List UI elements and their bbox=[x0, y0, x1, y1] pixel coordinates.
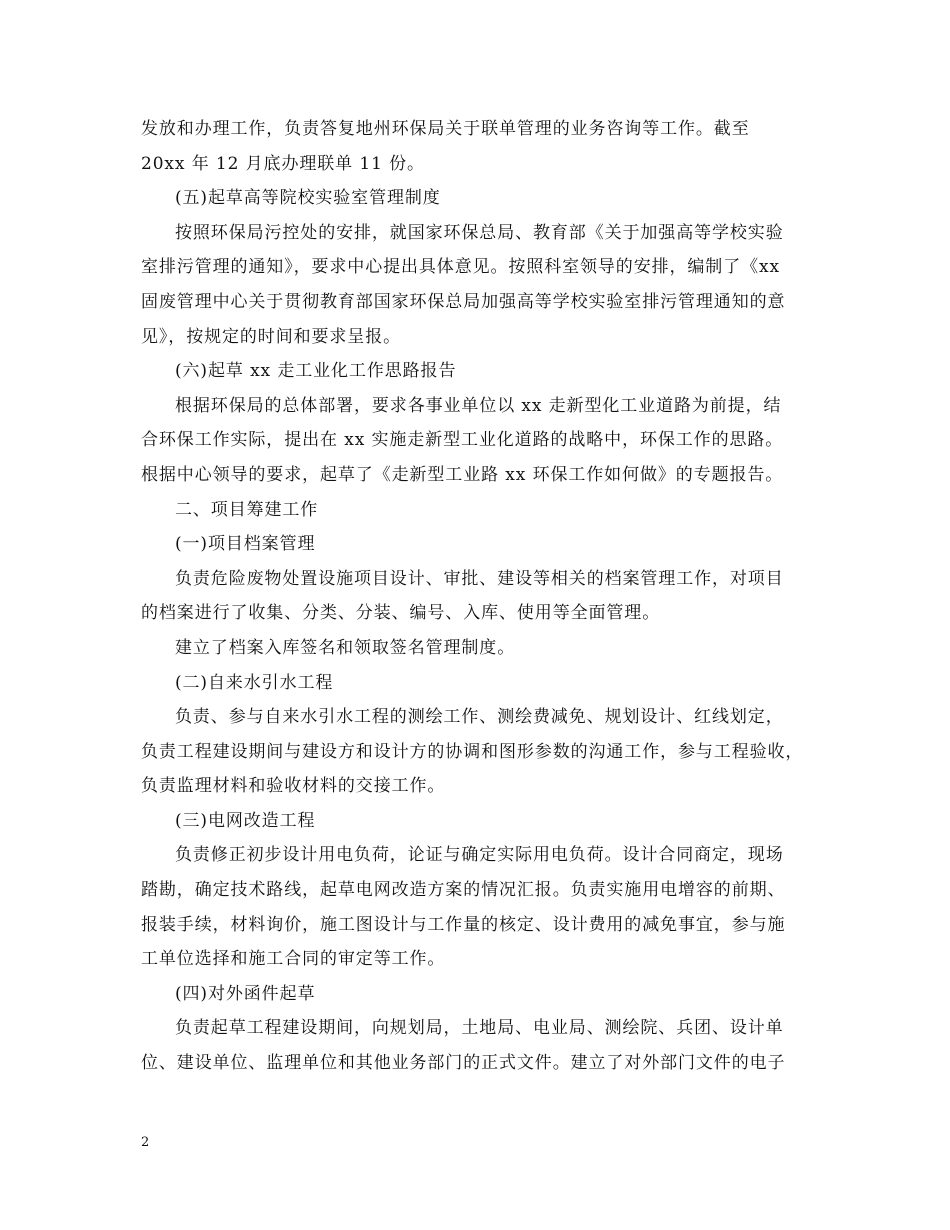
text-line: 合环保工作实际，提出在 xx 实施走新型工业化道路的战略中，环保工作的思路。 bbox=[141, 430, 784, 451]
text-line: 报装手续，材料询价，施工图设计与工作量的核定、设计费用的减免事宜，参与施 bbox=[141, 914, 786, 935]
text-line: 工单位选择和施工合同的审定等工作。 bbox=[141, 949, 446, 970]
text-line: (一)项目档案管理 bbox=[175, 534, 316, 555]
text-line: 负责监理材料和验收材料的交接工作。 bbox=[141, 776, 446, 797]
text-line: 建立了档案入库签名和领取签名管理制度。 bbox=[175, 637, 516, 658]
text-line: 负责修正初步设计用电负荷，论证与确定实际用电负荷。设计合同商定，现场 bbox=[175, 845, 784, 866]
text-line: 位、建设单位、监理单位和其他业务部门的正式文件。建立了对外部门文件的电子 bbox=[141, 1053, 786, 1074]
text-line: 发放和办理工作，负责答复地州环保局关于联单管理的业务咨询等工作。截至 bbox=[141, 119, 750, 139]
document-body bbox=[141, 112, 821, 1081]
text-line: 固废管理中心关于贯彻教育部国家环保总局加强高等学校实验室排污管理通知的意 bbox=[141, 291, 786, 312]
text-line: (六)起草 xx 走工业化工作思路报告 bbox=[175, 361, 457, 382]
text-line: 20xx 年 12 月底办理联单 11 份。 bbox=[141, 153, 425, 174]
text-line: 室排污管理的通知》，要求中心提出具体意见。按照科室领导的安排，编制了《xx bbox=[141, 257, 780, 278]
text-line: 根据中心领导的要求，起草了《走新型工业路 xx 环保工作如何做》的专题报告。 bbox=[141, 464, 784, 485]
text-line: 踏勘，确定技术路线，起草电网改造方案的情况汇报。负责实施用电增容的前期、 bbox=[141, 880, 786, 901]
text-line: 的档案进行了收集、分类、分装、编号、入库、使用等全面管理。 bbox=[141, 603, 661, 624]
text-line: (三)电网改造工程 bbox=[175, 810, 316, 831]
text-line: 二、项目筹建工作 bbox=[175, 499, 319, 520]
text-line: (四)对外函件起草 bbox=[175, 983, 316, 1004]
text-line: (五)起草高等院校实验室管理制度 bbox=[175, 188, 441, 209]
page-number: 2 bbox=[141, 1135, 150, 1150]
text-line: 负责工程建设期间与建设方和设计方的协调和图形参数的沟通工作，参与工程验收， bbox=[141, 741, 804, 762]
text-line: 按照环保局污控处的安排，就国家环保总局、教育部《关于加强高等学校实验 bbox=[175, 222, 784, 243]
text-line: (二)自来水引水工程 bbox=[175, 672, 334, 693]
text-line: 负责危险废物处置设施项目设计、审批、建设等相关的档案管理工作，对项目 bbox=[175, 568, 784, 589]
text-line: 负责、参与自来水引水工程的测绘工作、测绘费减免、规划设计、红线划定， bbox=[175, 707, 784, 728]
text-line: 见》，按规定的时间和要求呈报。 bbox=[141, 326, 401, 347]
text-line: 负责起草工程建设期间，向规划局，土地局、电业局、测绘院、兵团、设计单 bbox=[175, 1018, 784, 1039]
text-line: 根据环保局的总体部署，要求各事业单位以 xx 走新型化工业道路为前提，结 bbox=[175, 395, 782, 416]
